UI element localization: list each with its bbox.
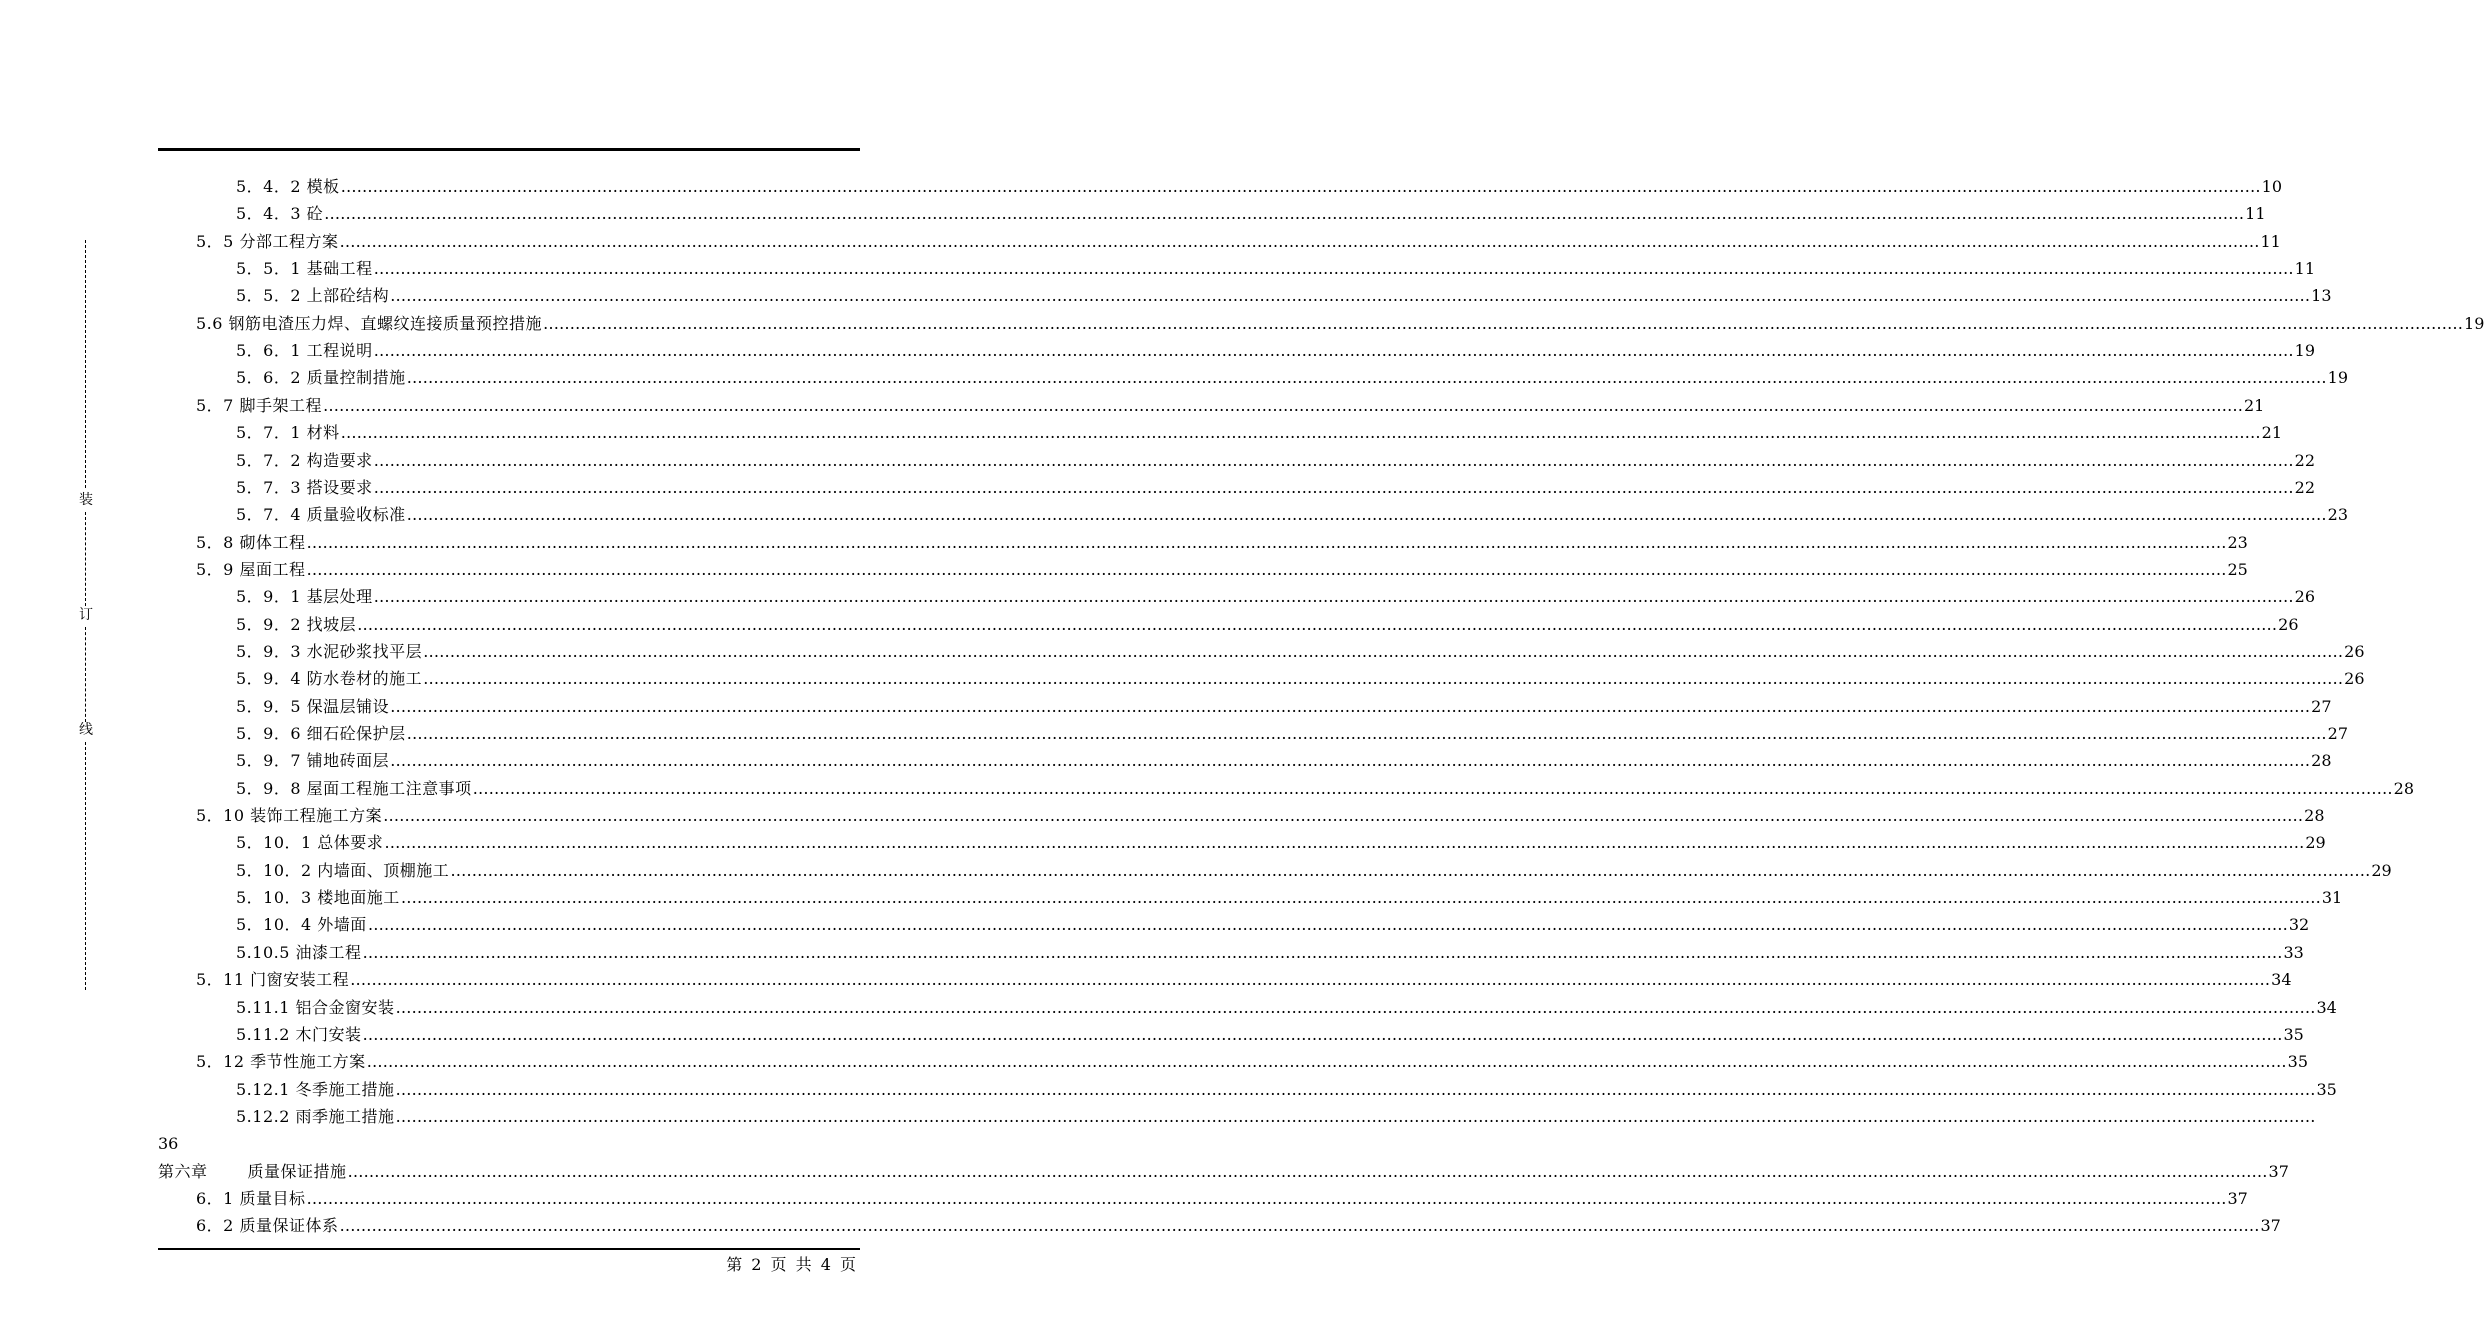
toc-page-number: 37 <box>2260 1216 2281 1236</box>
toc-page-number: 29 <box>2305 833 2326 853</box>
toc-entry-label: 5．9．4 防水卷材的施工 <box>236 669 423 689</box>
toc-leader-dots: ……………………………………………………………………………………………………………………………………………………………………………………………………………………………………………………………………………………………………………………………… <box>366 1052 2287 1072</box>
toc-leader-dots: ……………………………………………………………………………………………………………………………………………………………………………………………………………………………………………………………………………………………………………………………… <box>400 888 2321 908</box>
toc-leader-dots: ……………………………………………………………………………………………………………………………………………………………………………………………………………………………………………………………………………………………………………………………… <box>383 806 2304 826</box>
toc-page-number: 37 <box>2268 1161 2289 1181</box>
toc-page-number: 11 <box>2245 204 2266 224</box>
toc-leader-dots: ……………………………………………………………………………………………………………………………………………………………………………………………………………………………………………………………………………………………………………………………… <box>347 1161 2268 1181</box>
toc-entry-label: 5.12.2 雨季施工措施 <box>236 1106 395 1126</box>
toc-entry-label: 5．5．2 上部砼结构 <box>236 286 390 306</box>
toc-page-number: 21 <box>2261 423 2282 443</box>
toc-entry <box>236 1076 2337 1103</box>
toc-entry-label: 5．6．1 工程说明 <box>236 341 373 361</box>
toc-page-number: 28 <box>2311 751 2332 771</box>
toc-leader-dots: ……………………………………………………………………………………………………………………………………………………………………………………………………………………………………………………………………………………………………………………………… <box>395 1106 2316 1126</box>
toc-entry <box>196 966 2292 993</box>
toc-leader-dots: ……………………………………………………………………………………………………………………………………………………………………………………………………………………………………………………………………………………………………………………………… <box>384 833 2305 853</box>
toc-page-number: 32 <box>2288 915 2310 935</box>
toc-leader-dots: ……………………………………………………………………………………………………………………………………………………………………………………………………………………………………………………………………………………………………………………………… <box>339 1216 2260 1236</box>
toc-leader-dots: ……………………………………………………………………………………………………………………………………………………………………………………………………………………………………………………………………………………………………………………………… <box>373 450 2294 470</box>
toc-page-number: 22 <box>2294 450 2315 470</box>
toc-entry <box>236 447 2315 474</box>
toc-entry <box>236 501 2348 528</box>
toc-leader-dots: ……………………………………………………………………………………………………………………………………………………………………………………………………………………………………………………………………………………………………………………………… <box>357 614 2278 634</box>
toc-entry-label: 5．12 季节性施工方案 <box>196 1052 366 1072</box>
toc-entry <box>196 228 2281 255</box>
toc-leader-dots: ……………………………………………………………………………………………………………………………………………………………………………………………………………………………………………………………………………………………………………………………… <box>324 204 2245 224</box>
toc-entry <box>236 1103 2316 1130</box>
toc-leader-dots: ……………………………………………………………………………………………………………………………………………………………………………………………………………………………………………………………………………………………………………………………… <box>406 724 2327 743</box>
toc-entry-label: 5．10．1 总体要求 <box>236 833 384 853</box>
toc-entry <box>236 911 2310 938</box>
toc-entry <box>236 337 2315 364</box>
footer-rule <box>158 1248 860 1250</box>
toc-leader-dots: ……………………………………………………………………………………………………………………………………………………………………………………………………………………………………………………………………………………………………………………………… <box>373 341 2294 361</box>
toc-leader-dots: ……………………………………………………………………………………………………………………………………………………………………………………………………………………………………………………………………………………………………………………………… <box>423 669 2344 689</box>
toc-entry-label: 5．5．1 基础工程 <box>236 259 373 279</box>
toc-entry <box>236 884 2343 911</box>
toc-entry <box>236 583 2315 610</box>
toc-leader-dots: ……………………………………………………………………………………………………………………………………………………………………………………………………………………………………………………………………………………………………………………………… <box>406 368 2327 388</box>
toc-entry <box>196 1185 2248 1212</box>
toc-entry <box>236 638 2365 665</box>
toc-entry <box>236 364 2348 391</box>
toc-entry <box>236 474 2315 501</box>
toc-entry-label: 5．9．3 水泥砂浆找平层 <box>236 641 423 661</box>
toc-entry-label: 5．10 装饰工程施工方案 <box>196 806 383 826</box>
toc-entry-label: 5．4．3 砼 <box>236 204 324 224</box>
toc-entry-label: 5．9．1 基层处理 <box>236 587 373 607</box>
toc-page-number: 26 <box>2278 614 2299 634</box>
toc-entry <box>236 173 2282 200</box>
toc-entry-label: 5．7．1 材料 <box>236 423 340 443</box>
toc-entry-label: 5．9．7 铺地砖面层 <box>236 751 390 771</box>
toc-leader-dots: ……………………………………………………………………………………………………………………………………………………………………………………………………………………………………………………………………………………………………………………………… <box>350 970 2271 990</box>
toc-entry <box>196 802 2325 829</box>
toc-leader-dots: ……………………………………………………………………………………………………………………………………………………………………………………………………………………………………………………………………………………………………………………………… <box>395 997 2316 1017</box>
toc-entry-label: 5．7．3 搭设要求 <box>236 477 373 497</box>
toc-page-number: 26 <box>2294 587 2315 607</box>
chapter-title: 质量保证措施 <box>247 1161 347 1181</box>
toc-entry <box>196 556 2248 583</box>
toc-entry-label: 5．7．4 质量验收标准 <box>236 505 406 525</box>
toc-entry-label: 5．7．2 构造要求 <box>236 450 373 470</box>
toc-entry <box>236 255 2315 282</box>
toc-entry-label: 5．9．2 找坡层 <box>236 614 357 634</box>
toc-page-number: 34 <box>2316 997 2337 1017</box>
toc-entry <box>236 282 2332 309</box>
toc-leader-dots: ……………………………………………………………………………………………………………………………………………………………………………………………………………………………………………………………………………………………………………………………… <box>423 641 2344 661</box>
toc-entry-label: 5．6．2 质量控制措施 <box>236 368 406 388</box>
binding-char-zhuang: 装 <box>79 492 93 508</box>
toc-entry <box>236 775 2414 802</box>
toc-entry <box>236 611 2299 638</box>
toc-entry <box>236 829 2326 856</box>
toc-entry-label: 5．9 屋面工程 <box>196 559 306 579</box>
toc-entry-label: 5．10．3 楼地面施工 <box>236 888 400 908</box>
toc-leader-dots: ……………………………………………………………………………………………………………………………………………………………………………………………………………………………………………………………………………………………………………………………… <box>322 395 2243 415</box>
toc-leader-dots: ……………………………………………………………………………………………………………………………………………………………………………………………………………………………………………………………………………………………………………………………… <box>362 1024 2283 1044</box>
toc-entry-label: 5.10.5 油漆工程 <box>236 942 362 962</box>
toc-page-number: 25 <box>2227 559 2248 579</box>
toc-page-number: 35 <box>2283 1024 2304 1044</box>
toc-leader-dots: ……………………………………………………………………………………………………………………………………………………………………………………………………………………………………………………………………………………………………………………………… <box>373 259 2294 279</box>
toc-leader-dots: ……………………………………………………………………………………………………………………………………………………………………………………………………………………………………………………………………………………………………………………………… <box>395 1079 2316 1099</box>
toc-chapter-entry <box>158 1158 2289 1185</box>
toc-entry-label: 5．7 脚手架工程 <box>196 395 322 415</box>
toc-entry <box>196 1048 2308 1075</box>
toc-page-number: 23 <box>2327 505 2348 525</box>
toc-page-number: 27 <box>2327 724 2348 743</box>
toc-page-number: 37 <box>2227 1188 2248 1208</box>
toc-entry <box>196 310 2484 337</box>
binding-line <box>78 240 94 990</box>
toc-leader-dots: ……………………………………………………………………………………………………………………………………………………………………………………………………………………………………………………………………………………………………………………………… <box>543 313 2464 333</box>
toc-entry <box>236 720 2348 747</box>
chapter-number: 第六章 <box>158 1161 208 1181</box>
toc-leader-dots: ……………………………………………………………………………………………………………………………………………………………………………………………………………………………………………………………………………………………………………………………… <box>373 477 2294 497</box>
toc-page-number: 35 <box>2316 1079 2337 1099</box>
toc-entry-label: 5．10．2 内墙面、顶棚施工 <box>236 860 450 880</box>
toc-page-number: 21 <box>2243 395 2265 415</box>
toc-leader-dots: ……………………………………………………………………………………………………………………………………………………………………………………………………………………………………………………………………………………………………………………………… <box>306 1188 2227 1208</box>
toc-leader-dots: ……………………………………………………………………………………………………………………………………………………………………………………………………………………………………………………………………………………………………………………………… <box>306 532 2227 552</box>
toc-page-number: 10 <box>2261 177 2282 196</box>
toc-leader-dots: ……………………………………………………………………………………………………………………………………………………………………………………………………………………………………………………………………………………………………………………………… <box>340 177 2261 196</box>
toc-page-number: 11 <box>2260 231 2281 251</box>
toc-entry <box>196 392 2265 419</box>
toc-leader-dots: ……………………………………………………………………………………………………………………………………………………………………………………………………………………………………………………………………………………………………………………………… <box>390 286 2311 306</box>
toc-leader-dots: ……………………………………………………………………………………………………………………………………………………………………………………………………………………………………………………………………………………………………………………………… <box>390 751 2311 771</box>
toc-entry-label: 5．9．8 屋面工程施工注意事项 <box>236 778 472 798</box>
toc-page-number: 34 <box>2271 970 2292 990</box>
toc-entry <box>196 529 2248 556</box>
toc-page-number: 35 <box>2287 1052 2308 1072</box>
toc-page-number: 19 <box>2294 341 2315 361</box>
toc-page-number: 19 <box>2464 313 2484 333</box>
toc-entry-label: 5．4．2 模板 <box>236 177 340 196</box>
toc-page-number: 31 <box>2321 888 2343 908</box>
binding-char-xian: 线 <box>79 722 93 738</box>
toc-entry-label: 6．1 质量目标 <box>196 1188 306 1208</box>
toc-page-number: 19 <box>2327 368 2348 388</box>
toc-page-number: 23 <box>2227 532 2248 552</box>
toc-leader-dots: ……………………………………………………………………………………………………………………………………………………………………………………………………………………………………………………………………………………………………………………………… <box>362 942 2283 962</box>
page-footer: 第 2 页 共 4 页 <box>726 1255 858 1274</box>
toc-leader-dots: ……………………………………………………………………………………………………………………………………………………………………………………………………………………………………………………………………………………………………………………………… <box>339 231 2260 251</box>
toc-page-number: 26 <box>2344 641 2365 661</box>
toc-entry <box>236 857 2392 884</box>
toc-entry <box>236 419 2282 446</box>
toc-leader-dots: ……………………………………………………………………………………………………………………………………………………………………………………………………………………………………………………………………………………………………………………………… <box>390 696 2311 716</box>
toc-leader-dots: ……………………………………………………………………………………………………………………………………………………………………………………………………………………………………………………………………………………………………………………………… <box>367 915 2288 935</box>
toc-entry <box>236 747 2332 774</box>
header-rule <box>158 148 860 151</box>
toc-entry <box>236 693 2332 720</box>
toc-entry-label: 5.11.2 木门安装 <box>236 1024 362 1044</box>
toc-leader-dots: ……………………………………………………………………………………………………………………………………………………………………………………………………………………………………………………………………………………………………………………………… <box>306 559 2227 579</box>
toc-entry-label: 5.6 钢筋电渣压力焊、直螺纹连接质量预控措施 <box>196 313 543 333</box>
toc-page-number: 28 <box>2304 806 2325 826</box>
toc-leader-dots: ……………………………………………………………………………………………………………………………………………………………………………………………………………………………………………………………………………………………………………………………… <box>373 587 2294 607</box>
toc-page-number: 27 <box>2311 696 2332 716</box>
binding-char-ding: 订 <box>79 607 93 623</box>
toc-entry-label: 5.12.1 冬季施工措施 <box>236 1079 395 1099</box>
toc-page-number: 29 <box>2371 860 2392 880</box>
toc-entry <box>236 1021 2304 1048</box>
toc-entry-label: 5．10．4 外墙面 <box>236 915 367 935</box>
toc-entry <box>236 200 2266 227</box>
toc-page-number: 33 <box>2283 942 2304 962</box>
toc-entry-label: 5．5 分部工程方案 <box>196 231 339 251</box>
toc-leader-dots: ……………………………………………………………………………………………………………………………………………………………………………………………………………………………………………………………………………………………………………………………… <box>472 778 2393 798</box>
toc-entry-label: 5.11.1 铝合金窗安装 <box>236 997 395 1017</box>
toc-page-number: 28 <box>2393 778 2414 798</box>
toc-entry <box>236 994 2337 1021</box>
toc-leader-dots: ……………………………………………………………………………………………………………………………………………………………………………………………………………………………………………………………………………………………………………………………… <box>450 860 2371 880</box>
toc-page-number: 22 <box>2294 477 2315 497</box>
toc-entry <box>236 939 2304 966</box>
toc-leader-dots: ……………………………………………………………………………………………………………………………………………………………………………………………………………………………………………………………………………………………………………………………… <box>406 505 2327 525</box>
toc-entry-label: 6．2 质量保证体系 <box>196 1216 339 1236</box>
toc-page-number: 13 <box>2311 286 2332 306</box>
toc-page-number: 26 <box>2344 669 2365 689</box>
toc-wrapped-page-number: 36 <box>158 1134 179 1154</box>
toc-entry-label: 5．9．5 保温层铺设 <box>236 696 390 716</box>
toc-entry-label: 5．11 门窗安装工程 <box>196 970 350 990</box>
toc-entry <box>236 665 2365 692</box>
toc-page-number: 11 <box>2294 259 2315 279</box>
toc-entry <box>196 1212 2281 1239</box>
toc-entry-label: 5．9．6 细石砼保护层 <box>236 724 406 743</box>
toc-entry-label: 5．8 砌体工程 <box>196 532 306 552</box>
toc-leader-dots: ……………………………………………………………………………………………………………………………………………………………………………………………………………………………………………………………………………………………………………………………… <box>340 423 2261 443</box>
